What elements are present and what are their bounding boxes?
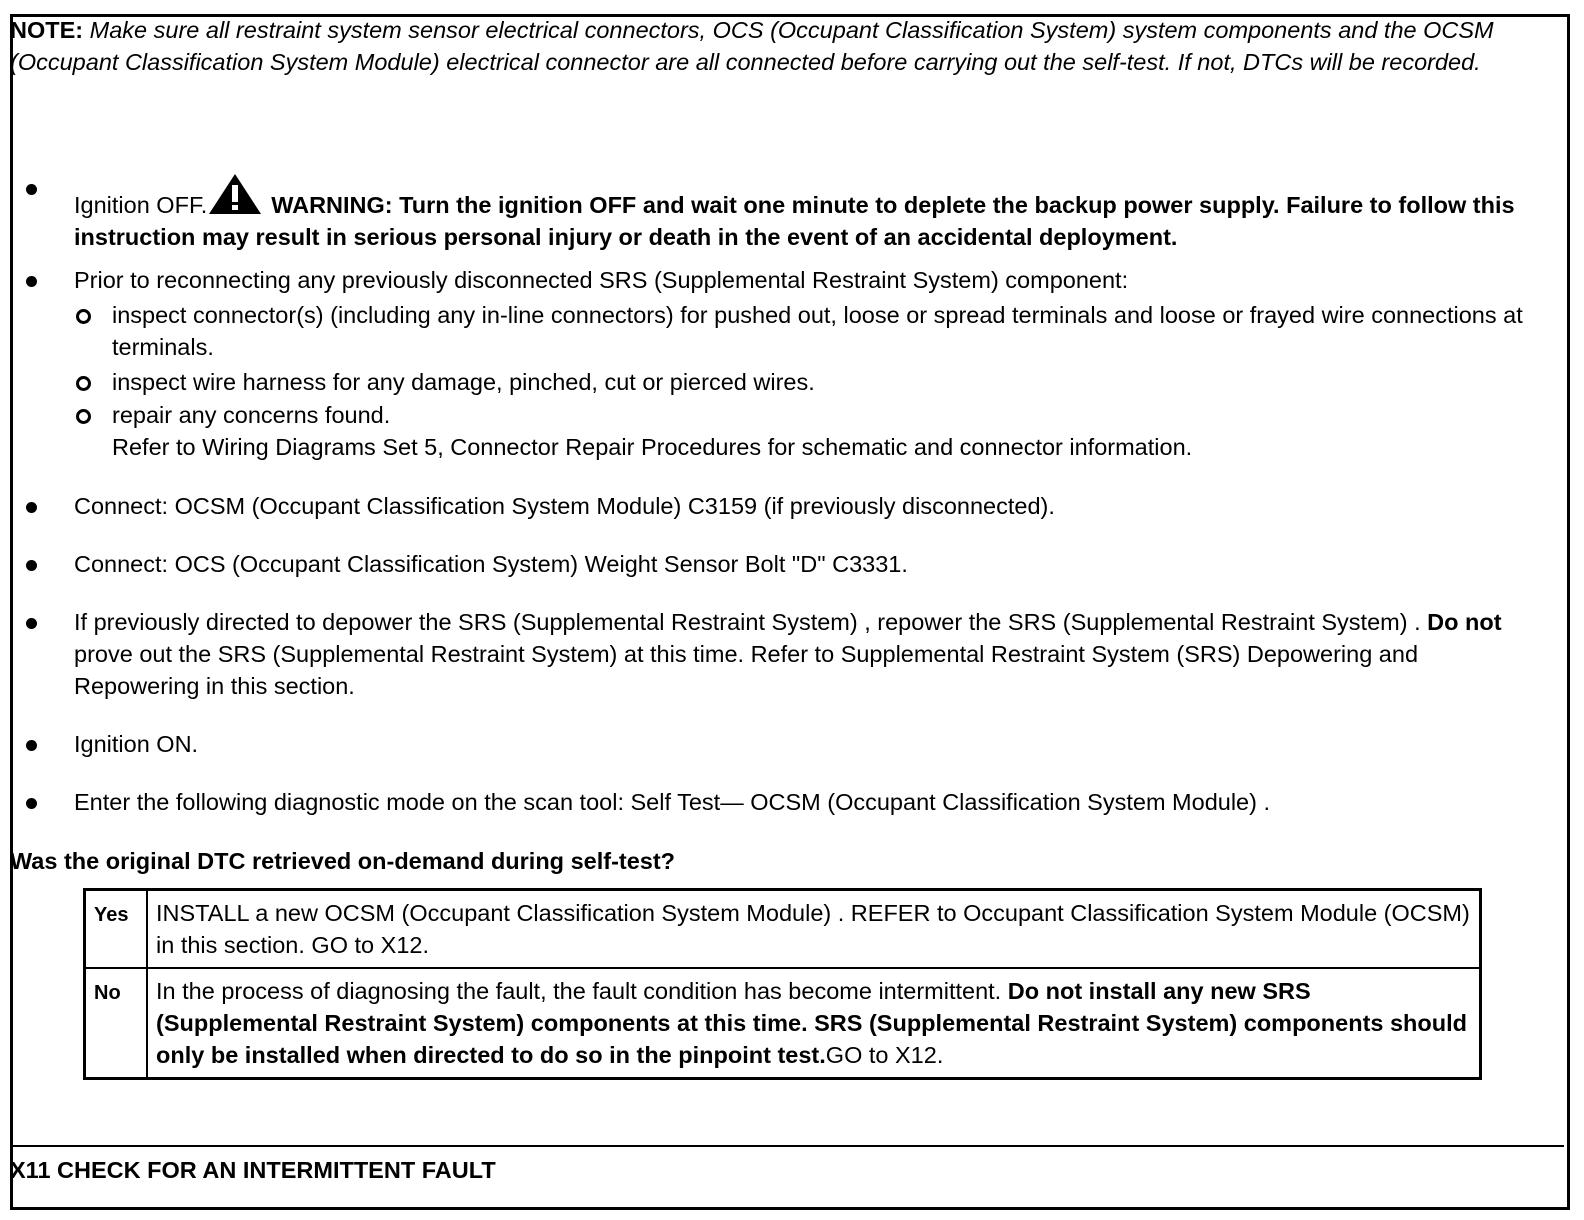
enter-mode-text: Enter the following diagnostic mode on the scan tool: Self Test— OCSM (Occupant Classification System Module) .: [74, 789, 1271, 815]
ignition-on-text: Ignition ON.: [74, 731, 199, 757]
section-heading-x11: X11 CHECK FOR AN INTERMITTENT FAULT: [10, 1157, 496, 1183]
note-label: NOTE:: [10, 17, 84, 43]
warning-triangle-icon: [207, 172, 263, 216]
repower-text-a: If previously directed to depower the SRS (Supplemental Restraint System) , repower the SRS (Supplemental Restraint System) .: [74, 609, 1421, 635]
subitem-text: repair any concerns found.: [112, 402, 391, 428]
answer-text-yes: INSTALL a new OCSM (Occupant Classification System Module) . REFER to Occupant Classification System Module (OCSM) in this section. GO to X12.: [147, 890, 1481, 969]
section-divider: [10, 1145, 1564, 1147]
answer-row-no: [85, 968, 1481, 1079]
answer-no-bold: Do not install any new SRS (Supplemental Restraint System) components at this time. SRS (Supplemental Restraint System) components should only be installed when directed to do so in the pinpoint test.: [156, 978, 1468, 1068]
bullet-icon: [26, 184, 37, 195]
bullet-icon: [26, 798, 37, 809]
warning-text: WARNING: Turn the ignition OFF and wait one minute to deplete the backup power supply. Failure to follow this instruction may result in serious personal injury or death in the event of an accidental deployment.: [74, 192, 1515, 250]
connect-ocsm-text: Connect: OCSM (Occupant Classification System Module) C3159 (if previously disconnected).: [74, 493, 1055, 519]
question-heading: Was the original DTC retrieved on-demand during self-test?: [10, 848, 676, 874]
answer-cell-no: [147, 968, 1481, 1079]
answer-table: [83, 888, 1482, 1080]
bullet-icon: [26, 560, 37, 571]
sub-bullet-icon: [76, 409, 91, 424]
answer-key-yes: Yes: [85, 890, 148, 969]
note-block: [10, 14, 1540, 78]
sub-bullet-icon: [76, 309, 91, 324]
bullet-icon: [26, 740, 37, 751]
sub-bullet-icon: [76, 376, 91, 391]
subitem-text: inspect connector(s) (including any in-line connectors) for pushed out, loose or spread terminals and loose or frayed wire connections at terminals.: [112, 302, 1523, 360]
answer-no-text-b: GO to X12.: [825, 1042, 944, 1068]
answer-key-no: No: [85, 968, 148, 1079]
refer-text: Refer to Wiring Diagrams Set 5, Connector Repair Procedures for schematic and connector information.: [112, 434, 1193, 460]
prior-reconnect-text: Prior to reconnecting any previously disconnected SRS (Supplemental Restraint System) component:: [74, 267, 1129, 293]
answer-row-yes: [85, 890, 1481, 969]
bullet-icon: [26, 276, 37, 287]
subitem-text: inspect wire harness for any damage, pinched, cut or pierced wires.: [112, 369, 815, 395]
repower-bold: Do not: [1427, 609, 1502, 635]
bullet-icon: [26, 502, 37, 513]
note-text: Make sure all restraint system sensor electrical connectors, OCS (Occupant Classification System) system components and the OCSM (Occupant Classification System Module) electrical connector are all connected before carrying out the self-test. If not, DTCs will be recorded.: [10, 17, 1494, 75]
ignition-off-text: Ignition OFF.: [74, 192, 208, 218]
connect-ocs-text: Connect: OCS (Occupant Classification System) Weight Sensor Bolt "D" C3331.: [74, 551, 908, 577]
repower-text-b: prove out the SRS (Supplemental Restraint System) at this time. Refer to Supplemental Restraint System (SRS) Depowering and Repowering in this section.: [74, 641, 1419, 699]
bullet-icon: [26, 618, 37, 629]
answer-no-text-a: In the process of diagnosing the fault, the fault condition has become intermittent.: [156, 978, 1002, 1004]
